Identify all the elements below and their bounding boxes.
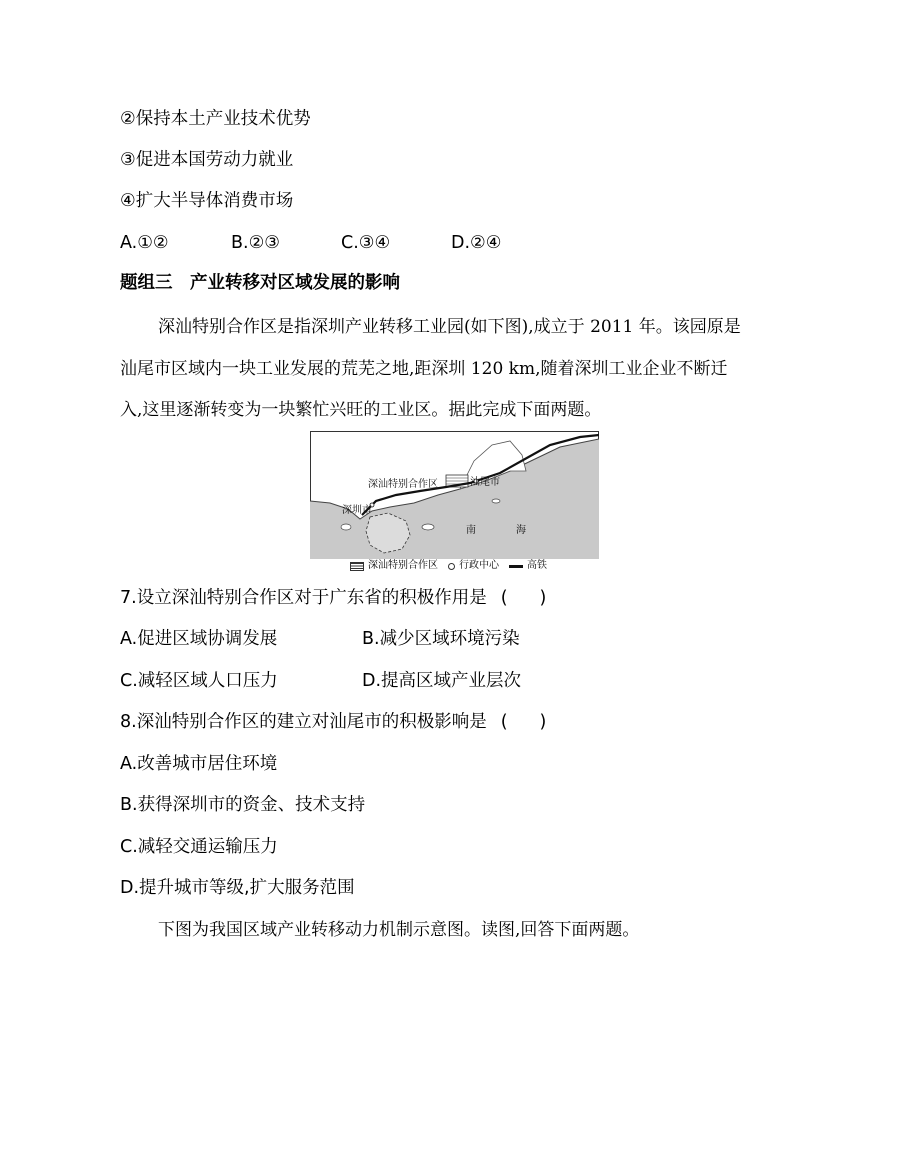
q8-stem	[120, 710, 546, 734]
option-line-4: ④扩大半导体消费市场	[120, 191, 294, 211]
map-figure	[310, 431, 599, 559]
q6-answer-a: A.①②	[120, 233, 169, 253]
map-legend	[350, 559, 547, 573]
island	[492, 499, 500, 503]
q6-answer-c: C.③④	[341, 233, 391, 253]
q7-option-a: A.促进区域协调发展	[120, 629, 278, 649]
legend-rail-icon	[509, 565, 523, 568]
map-label-shanwei: 汕尾市	[470, 477, 500, 488]
q8-option-b: B.获得深圳市的资金、技术支持	[120, 795, 366, 815]
intro-line-3: 入,这里逐渐转变为一块繁忙兴旺的工业区。据此完成下面两题。	[120, 400, 602, 420]
q8-option-c: C.减轻交通运输压力	[120, 837, 278, 857]
q8-option-a: A.改善城市居住环境	[120, 754, 278, 774]
q6-answer-b: B.②③	[231, 233, 280, 253]
map-label-shenzhen: 深圳市	[342, 505, 372, 516]
map-label-zone: 深汕特别合作区	[368, 479, 438, 490]
option-line-3: ③促进本国劳动力就业	[120, 150, 294, 170]
q7-option-b: B.减少区域环境污染	[362, 629, 520, 649]
map-label-sea-1: 南	[466, 525, 476, 536]
q8-answer-blank: ( )	[500, 712, 547, 732]
legend-zone-label: 深汕特别合作区	[368, 560, 438, 571]
q8-option-d: D.提升城市等级,扩大服务范围	[120, 878, 355, 898]
q8-stem-text: 8.深汕特别合作区的建立对汕尾市的积极影响是	[120, 712, 487, 732]
legend-zone-swatch	[350, 562, 364, 571]
q7-option-d: D.提高区域产业层次	[362, 671, 522, 691]
island	[422, 524, 434, 530]
q7-stem	[120, 586, 546, 610]
option-line-2: ②保持本土产业技术优势	[120, 109, 311, 129]
map-label-sea-2: 海	[516, 525, 526, 536]
q7-option-c: C.减轻区域人口压力	[120, 671, 278, 691]
legend-rail-label: 高铁	[527, 560, 547, 571]
legend-admin-icon	[448, 563, 455, 570]
legend-admin-label: 行政中心	[459, 560, 499, 571]
intro-line-1: 深汕特别合作区是指深圳产业转移工业园(如下图),成立于 2011 年。该园原是	[158, 317, 741, 337]
intro-line-2: 汕尾市区域内一块工业发展的荒芜之地,距深圳 120 km,随着深圳工业企业不断迁	[120, 359, 728, 379]
q6-answer-d: D.②④	[451, 233, 502, 253]
q7-stem-text: 7.设立深汕特别合作区对于广东省的积极作用是	[120, 588, 487, 608]
outro-text: 下图为我国区域产业转移动力机制示意图。读图,回答下面两题。	[158, 920, 640, 940]
island	[341, 524, 351, 530]
q7-answer-blank: ( )	[500, 588, 547, 608]
section-title: 题组三 产业转移对区域发展的影响	[120, 273, 400, 293]
